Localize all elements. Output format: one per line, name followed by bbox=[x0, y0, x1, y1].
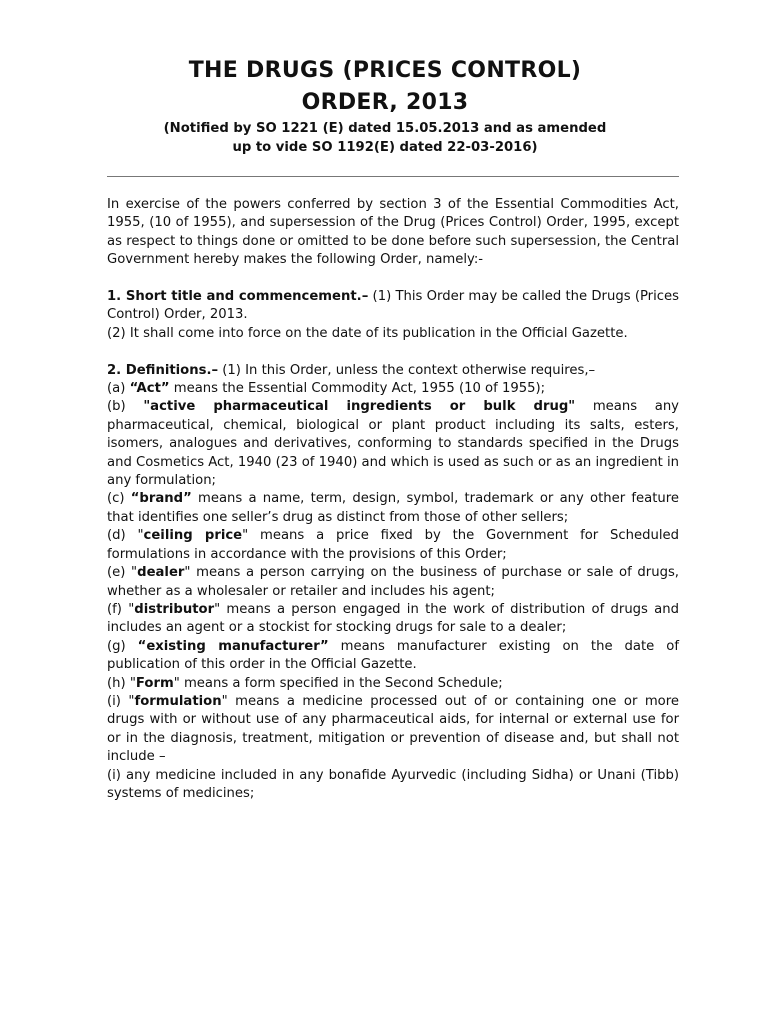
definition-term: "active pharmaceutical ingredients or bulk drug" bbox=[143, 399, 576, 415]
preamble-paragraph: In exercise of the powers conferred by section 3 of the Essential Commodities Act, 1955, (10 of 1955), and supersession of the Drug (Prices Control) Order, 1995, except as respect to things done or omitted to be done before such supersession, the Central Government hereby makes the following Order, namely:- bbox=[107, 197, 679, 268]
document-title-line-2: ORDER, 2013 bbox=[301, 90, 469, 115]
definition-term: “Act” bbox=[129, 381, 170, 397]
definition-d: (d) "ceiling price" means a price fixed by the Government for Scheduled formulations in accordance with the provisions of this Order; bbox=[107, 528, 680, 562]
definition-f: (f) "distributor" means a person engaged in the work of distribution of drugs and includes an agent or a stockist for stocking drugs for sale to a dealer; bbox=[107, 601, 679, 636]
section-2-text: (1) In this Order, unless the context otherwise requires,– bbox=[218, 362, 596, 378]
definition-term: Form bbox=[135, 675, 174, 691]
definition-term: dealer bbox=[137, 565, 185, 581]
definition-term: formulation bbox=[134, 693, 222, 709]
section-2-heading: 2. Definitions.– bbox=[107, 362, 219, 378]
definition-term: distributor bbox=[134, 601, 215, 617]
definition-term: ceiling price bbox=[143, 528, 243, 544]
definition-a: (a) “Act” means the Essential Commodity Act, 1955 (10 of 1955); bbox=[107, 381, 546, 397]
definition-term: “brand” bbox=[130, 491, 192, 507]
section-1-heading: 1. Short title and commencement.– bbox=[107, 289, 369, 305]
section-1-text: (1) This Order may be called the Drugs (Prices Control) Order, 2013. bbox=[107, 289, 680, 323]
document-body bbox=[107, 196, 679, 803]
definition-g: (g) “existing manufacturer” means manufacturer existing on the date of publication of this order in the Official Gazette. bbox=[107, 638, 679, 673]
definition-i: (i) "formulation" means a medicine processed out of or containing one or more drugs with or without use of any pharmaceutical aids, for internal or external use for or in the diagnosis, treatment, mitigation or prevention of disease and, but shall not include – bbox=[107, 693, 679, 765]
section-2-paragraph bbox=[107, 362, 679, 380]
definition-e: (e) "dealer" means a person carrying on the business of purchase or sale of drugs, whether as a wholesaler or retailer and includes his agent; bbox=[107, 565, 680, 599]
subtitle-line-2: up to vide SO 1192(E) dated 22-03-2016) bbox=[232, 139, 538, 155]
definition-term: “existing manufacturer” bbox=[137, 638, 329, 654]
definition-h: (h) "Form" means a form specified in the Second Schedule; bbox=[107, 675, 503, 691]
header-divider bbox=[107, 176, 679, 177]
document-title-line-1: THE DRUGS (PRICES CONTROL) bbox=[188, 58, 582, 83]
document-subtitle bbox=[60, 120, 710, 157]
definition-i-exclusion-i: (i) any medicine included in any bonafide Ayurvedic (including Sidha) or Unani (Tibb) systems of medicines; bbox=[107, 767, 679, 801]
section-1-clause-2: (2) It shall come into force on the date of its publication in the Official Gazette. bbox=[107, 325, 628, 341]
definition-b: (b) "active pharmaceutical ingredients or bulk drug" means any pharmaceutical, chemical, biological or plant product including its salts, esters, isomers, analogues and derivatives, conforming to standards specified in the Drugs and Cosmetics Act, 1940 (23 of 1940) and which is used as such or as an ingredient in any formulation; bbox=[107, 399, 679, 489]
subtitle-line-1: (Notified by SO 1221 (E) dated 15.05.2013 and as amended bbox=[163, 121, 607, 136]
section-1-paragraph bbox=[107, 288, 679, 325]
definition-c: (c) “brand” means a name, term, design, symbol, trademark or any other feature that identifies one seller’s drug as distinct from those of other sellers; bbox=[107, 491, 679, 525]
